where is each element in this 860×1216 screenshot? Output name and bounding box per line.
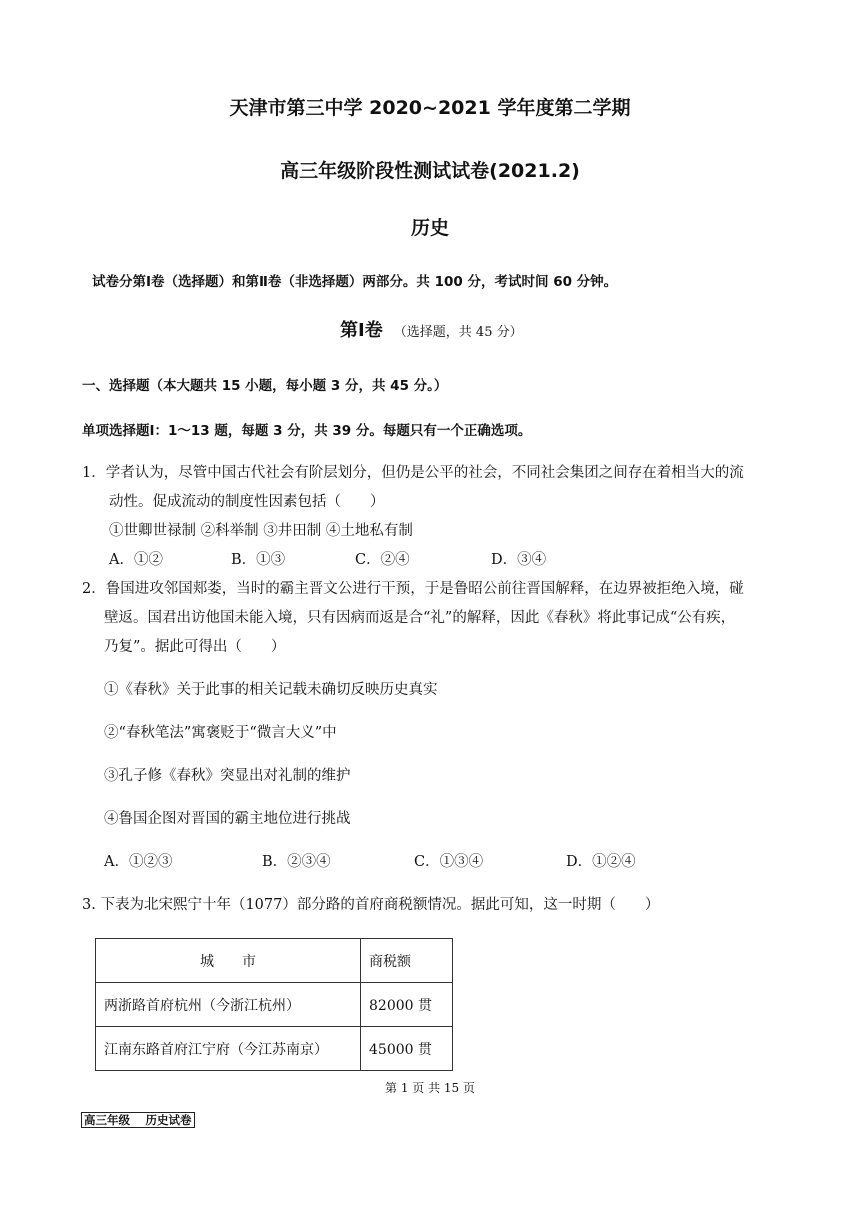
table-row <box>96 983 453 1027</box>
q1-option-b: B．①③ <box>231 552 286 568</box>
table-header-city: 城 市 <box>96 939 361 983</box>
section-heading <box>340 316 523 342</box>
exam-title: 高三年级阶段性测试试卷(2021.2) <box>280 160 580 182</box>
sub-heading: 单项选择题Ⅰ：1～13 题，每题 3 分，共 39 分。每题只有一个正确选项。 <box>82 423 532 439</box>
q1-option-a: A．①② <box>109 552 163 568</box>
school-title: 天津市第三中学 2020~2021 学年度第二学期 <box>229 97 631 119</box>
q1-option-c: C．②④ <box>355 552 410 568</box>
q1-stem-line2: 动性。促成流动的制度性因素包括（ ） <box>109 494 385 510</box>
part-heading: 一、选择题（本大题共 15 小题，每小题 3 分，共 45 分。） <box>82 378 448 394</box>
q2-stem-line2: 壁返。国君出访他国未能入境，只有因病而返是合“礼”的解释，因此《春秋》将此事记成“公有疾， <box>104 610 736 626</box>
table-row <box>96 1027 453 1071</box>
tax-table <box>95 938 453 1071</box>
subject-title: 历史 <box>410 217 449 239</box>
q1-option-d: D．③④ <box>491 552 547 568</box>
q2-option-d: D．①②④ <box>566 854 636 870</box>
q2-stem-line3: 乃复”。据此可得出（ ） <box>104 639 286 655</box>
footer-tag: 高三年级 历史试卷 <box>81 1112 195 1128</box>
page-number: 第 1 页 共 15 页 <box>385 1081 475 1095</box>
section-heading-label: 第Ⅰ卷 <box>340 320 383 341</box>
q2-item-2: ②“春秋笔法”寓褒贬于“微言大义”中 <box>104 725 337 741</box>
q1-stem-line1: 1．学者认为，尽管中国古代社会有阶层划分，但仍是公平的社会，不同社会集团之间存在着相当大的流 <box>82 465 744 481</box>
table-header-row <box>96 939 453 983</box>
table-cell-tax: 45000 贯 <box>361 1027 453 1071</box>
section-heading-note: （选择题，共 45 分） <box>393 325 523 340</box>
q3-stem: 3. 下表为北宋熙宁十年（1077）部分路的首府商税额情况。据此可知，这一时期（ ） <box>82 897 660 913</box>
table-cell-city: 两浙路首府杭州（今浙江杭州） <box>96 983 361 1027</box>
q2-option-a: A．①②③ <box>104 854 173 870</box>
q2-stem-line1: 2．鲁国进攻邻国郏娄，当时的霸主晋文公进行干预，于是鲁昭公前往晋国解释，在边界被拒绝入境，碰 <box>82 581 744 597</box>
q1-items: ①世卿世禄制 ②科举制 ③井田制 ④土地私有制 <box>109 523 413 539</box>
q2-item-3: ③孔子修《春秋》突显出对礼制的维护 <box>104 768 351 784</box>
exam-intro: 试卷分第Ⅰ卷（选择题）和第Ⅱ卷（非选择题）两部分。共 100 分，考试时间 60 分钟。 <box>92 274 618 290</box>
q2-item-4: ④鲁国企图对晋国的霸主地位进行挑战 <box>104 811 351 827</box>
table-cell-city: 江南东路首府江宁府（今江苏南京） <box>96 1027 361 1071</box>
table-cell-tax: 82000 贯 <box>361 983 453 1027</box>
q2-option-c: C．①③④ <box>414 854 484 870</box>
table-header-tax: 商税额 <box>361 939 453 983</box>
q2-option-b: B．②③④ <box>262 854 331 870</box>
q2-item-1: ①《春秋》关于此事的相关记载未确切反映历史真实 <box>104 682 438 698</box>
